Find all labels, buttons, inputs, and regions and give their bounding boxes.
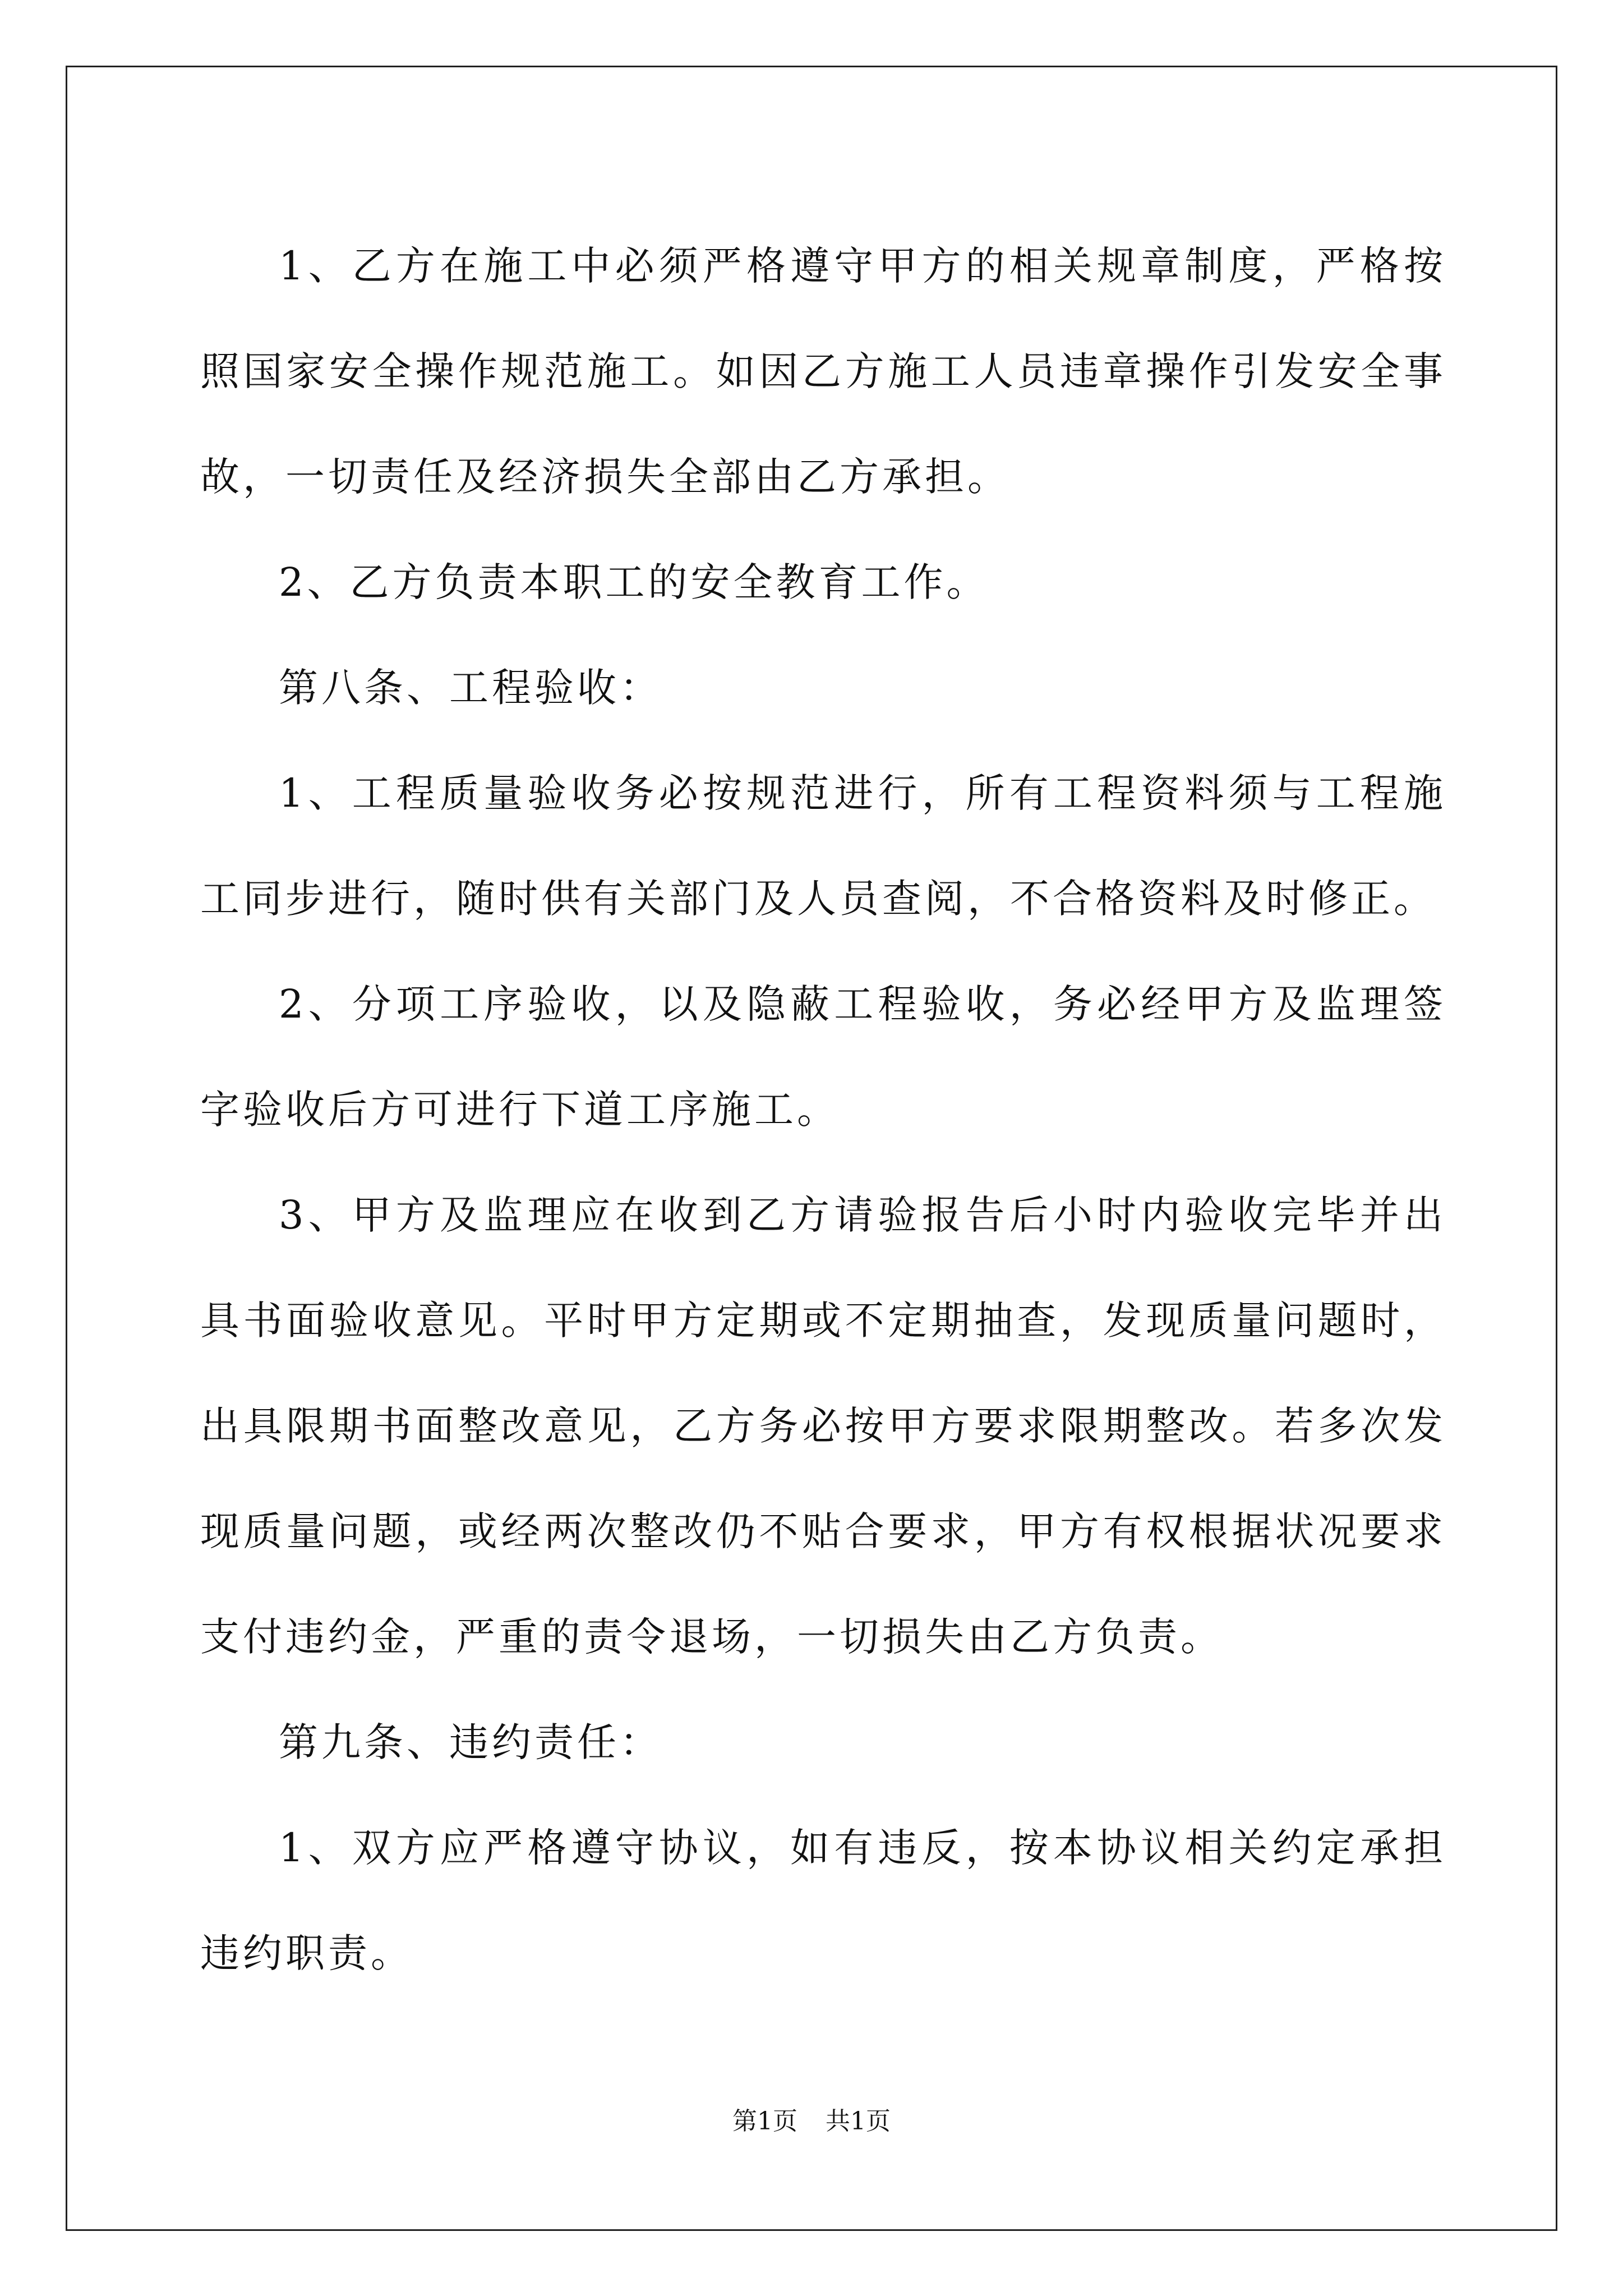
paragraph-safety-education: 2、乙方负责本职工的安全教育工作。	[279, 559, 989, 605]
paragraph-acceptance-standards: 1、工程质量验收务必按规范进行，所有工程资料须与工程施工同步进行，随时供有关部门及人员查阅，不合格资料及时修正。	[200, 770, 1446, 922]
page-number-total: 共1页	[826, 2107, 891, 2136]
paragraph-breach-liability: 1、双方应严格遵守协议，如有违反，按本协议相关约定承担违约职责。	[200, 1825, 1446, 1976]
section-heading-article-8: 第八条、工程验收：	[279, 665, 662, 711]
section-heading-article-9: 第九条、违约责任：	[279, 1719, 662, 1765]
paragraph-inspection-report: 3、甲方及监理应在收到乙方请验报告后小时内验收完毕并出具书面验收意见。平时甲方定期或不定期抽查，发现质量问题时，出具限期书面整改意见，乙方务必按甲方要求限期整改。若多次发现质量问题，或经两次整改仍不贴合要求，甲方有权根据状况要求支付违约金，严重的责令退场，一切损失由乙方负责。	[200, 1192, 1446, 1660]
paragraph-safety-rules: 1、乙方在施工中必须严格遵守甲方的相关规章制度，严格按照国家安全操作规范施工。如因乙方施工人员违章操作引发安全事故，一切责任及经济损失全部由乙方承担。	[200, 243, 1446, 500]
page-footer	[0, 2105, 1623, 2138]
page-number-current: 第1页	[732, 2107, 797, 2136]
document-body	[200, 213, 1446, 2006]
paragraph-sub-item-acceptance: 2、分项工序验收，以及隐蔽工程验收，务必经甲方及监理签字验收后方可进行下道工序施工。	[200, 981, 1446, 1133]
